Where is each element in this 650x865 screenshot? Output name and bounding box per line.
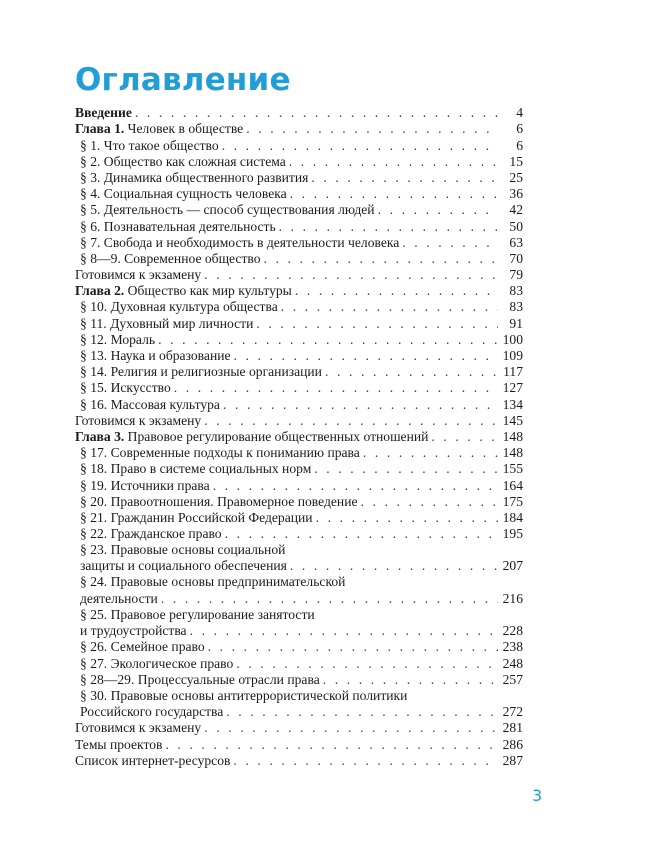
leader-dots [226, 704, 498, 719]
toc-entry[interactable] [75, 671, 523, 687]
leader-dots [256, 316, 498, 331]
toc-entry[interactable] [75, 217, 523, 233]
leader-dots [290, 186, 498, 201]
toc-page-number: 257 [502, 671, 523, 687]
toc-page-number: 50 [509, 218, 523, 234]
toc-entry[interactable] [75, 525, 523, 541]
toc-entry-title: § 7. Свобода и необходимость в деятельности человека [80, 234, 400, 250]
toc-entry-title: § 8—9. Современное общество [80, 250, 261, 266]
toc-entry[interactable] [75, 153, 523, 169]
toc-entry[interactable] [75, 509, 523, 525]
toc-entry-bold: Глава 1. [75, 121, 125, 137]
toc-page-number: 148 [502, 428, 523, 444]
toc-entry[interactable] [75, 573, 523, 605]
toc-entry-title: § 20. Правоотношения. Правомерное поведение [80, 493, 358, 509]
toc-page-number: 287 [502, 752, 523, 768]
toc-entry-title: § 6. Познавательная деятельность [80, 218, 276, 234]
page-title: Оглавление [75, 62, 291, 98]
toc-entry[interactable] [75, 363, 523, 379]
toc-entry[interactable] [75, 185, 523, 201]
toc-entry[interactable] [75, 266, 523, 282]
toc-page-number: 6 [516, 121, 523, 137]
leader-dots [290, 558, 498, 573]
toc-page-number: 36 [509, 186, 523, 202]
toc-entry[interactable] [75, 136, 523, 152]
toc-page-number: 184 [502, 509, 523, 525]
toc-page-number: 42 [509, 202, 523, 218]
toc-page-number: 155 [502, 461, 523, 477]
toc-entry[interactable] [75, 201, 523, 217]
toc-page-number: 207 [502, 558, 523, 574]
leader-dots [222, 138, 498, 153]
toc-page-number: 238 [502, 639, 523, 655]
toc-entry[interactable] [75, 476, 523, 492]
leader-dots [431, 429, 498, 444]
leader-dots [225, 526, 498, 541]
toc-entry[interactable] [75, 234, 523, 250]
page-number: 3 [532, 786, 543, 805]
toc-page-number: 127 [502, 380, 523, 396]
toc-entry[interactable] [75, 719, 523, 735]
toc-entry-title: § 4. Социальная сущность человека [80, 186, 287, 202]
leader-dots [378, 202, 498, 217]
toc-page-number: 4 [516, 105, 523, 121]
leader-dots [361, 494, 499, 509]
toc-entry-title: § 22. Гражданское право [80, 526, 222, 542]
toc-page-number: 195 [502, 526, 523, 542]
leader-dots [279, 219, 498, 234]
toc-page-number: 70 [509, 250, 523, 266]
toc-page-number: 6 [516, 137, 523, 153]
toc-entry-title: § 26. Семейное право [80, 639, 205, 655]
toc-page-number: 148 [502, 445, 523, 461]
toc-entry[interactable] [75, 541, 523, 573]
toc-entry-bold: Глава 3. [75, 428, 125, 444]
leader-dots [158, 332, 498, 347]
toc-entry[interactable] [75, 654, 523, 670]
toc-page-number: 272 [502, 704, 523, 720]
toc-page-number: 15 [509, 153, 523, 169]
toc-entry-title: Человек в обществе [124, 121, 244, 137]
leader-dots [295, 283, 498, 298]
leader-dots [208, 639, 498, 654]
toc-page-number: 164 [502, 477, 523, 493]
toc-page-number: 175 [502, 493, 523, 509]
toc-entry[interactable] [75, 169, 523, 185]
toc-page-number: 134 [502, 396, 523, 412]
toc-entry[interactable] [75, 250, 523, 266]
toc-entry-bold: Введение [75, 105, 132, 121]
leader-dots [325, 364, 498, 379]
toc-page-number: 91 [509, 315, 523, 331]
toc-entry[interactable] [75, 752, 523, 768]
toc-entry[interactable] [75, 638, 523, 654]
toc-entry-title: § 12. Мораль [80, 331, 156, 347]
leader-dots [223, 397, 498, 412]
toc-entry[interactable] [75, 120, 523, 136]
toc-entry-title: § 18. Право в системе социальных норм [80, 461, 312, 477]
toc-entry-title: § 3. Динамика общественного развития [80, 169, 309, 185]
toc-entry[interactable] [75, 444, 523, 460]
leader-dots [190, 623, 498, 638]
leader-dots [402, 235, 498, 250]
toc-entry-bold: Глава 2. [75, 283, 125, 299]
toc-entry-title: § 27. Экологическое право [80, 655, 234, 671]
toc-page-number: 216 [502, 590, 523, 606]
toc-entry[interactable] [75, 298, 523, 314]
leader-dots [264, 251, 498, 266]
toc-entry-title-line1: § 24. Правовые основы предпринимательской [80, 574, 346, 590]
toc-entry[interactable] [75, 412, 523, 428]
toc-entry-title-line1: § 30. Правовые основы антитеррористической политики [80, 687, 408, 703]
toc-page-number: 117 [503, 364, 523, 380]
toc-entry-title: Готовимся к экзамену [75, 267, 202, 283]
leader-dots [316, 510, 498, 525]
leader-dots [246, 121, 498, 136]
toc-entry-title: Готовимся к экзамену [75, 720, 202, 736]
toc-entry-title-line1: § 23. Правовые основы социальной [80, 542, 286, 558]
toc-entry[interactable] [75, 428, 523, 444]
toc-entry[interactable] [75, 347, 523, 363]
leader-dots [281, 299, 498, 314]
toc-entry-title: § 11. Духовный мир личности [80, 315, 254, 331]
leader-dots [135, 105, 498, 120]
toc-page-number: 145 [502, 412, 523, 428]
toc-page-number: 63 [509, 234, 523, 250]
toc-entry[interactable] [75, 104, 523, 120]
toc-entry-title: § 5. Деятельность — способ существования людей [80, 202, 375, 218]
leader-dots [161, 591, 498, 606]
toc-entry[interactable] [75, 606, 523, 638]
leader-dots [165, 737, 498, 752]
toc-entry-title: Темы проектов [75, 736, 163, 752]
toc-entry-title: § 13. Наука и образование [80, 348, 231, 363]
toc-entry-title: § 1. Что такое общество [80, 137, 219, 153]
leader-dots [204, 413, 498, 428]
toc-entry[interactable] [75, 460, 523, 476]
toc-page-number: 248 [502, 655, 523, 671]
toc-entry-title: и трудоустройства [80, 623, 187, 639]
leader-dots [213, 478, 498, 493]
toc-entry[interactable] [75, 314, 523, 330]
toc-entry-title-line1: § 25. Правовое регулирование занятости [80, 606, 315, 622]
toc-entry-title: § 28—29. Процессуальные отрасли права [80, 671, 320, 687]
leader-dots [363, 445, 498, 460]
leader-dots [234, 348, 498, 363]
toc-entry[interactable] [75, 687, 523, 719]
leader-dots [289, 154, 498, 169]
toc-entry[interactable] [75, 379, 523, 395]
table-of-contents [75, 104, 523, 768]
leader-dots [233, 753, 498, 768]
toc-entry-title: защиты и социального обеспечения [80, 558, 287, 574]
leader-dots [314, 461, 498, 476]
toc-entry[interactable] [75, 735, 523, 751]
leader-dots [174, 380, 498, 395]
toc-entry[interactable] [75, 282, 523, 298]
toc-page-number: 79 [509, 267, 523, 283]
toc-entry-title: § 14. Религия и религиозные организации [80, 364, 322, 380]
toc-entry-title: § 17. Современные подходы к пониманию права [80, 445, 360, 461]
toc-entry-title: деятельности [80, 590, 158, 606]
toc-page-number: 281 [502, 720, 523, 736]
toc-entry-title: § 10. Духовная культура общества [80, 299, 278, 315]
toc-entry[interactable] [75, 493, 523, 509]
leader-dots [236, 656, 498, 671]
toc-page-number: 109 [502, 348, 523, 363]
toc-page-number: 25 [509, 169, 523, 185]
leader-dots [323, 672, 498, 687]
toc-entry[interactable] [75, 331, 523, 347]
toc-page-number: 286 [502, 736, 523, 752]
leader-dots [311, 170, 498, 185]
toc-page-number: 100 [502, 331, 523, 347]
toc-entry-title: Список интернет-ресурсов [75, 752, 231, 768]
toc-entry-title: § 2. Общество как сложная система [80, 153, 286, 169]
toc-entry-title: Готовимся к экзамену [75, 412, 202, 428]
toc-entry-title: Общество как мир культуры [124, 283, 292, 299]
toc-entry-title: § 19. Источники права [80, 477, 210, 493]
toc-entry-title: Правовое регулирование общественных отношений [124, 428, 429, 444]
toc-page-number: 228 [502, 623, 523, 639]
toc-entry-title: Российского государства [80, 704, 224, 720]
toc-entry-title: § 16. Массовая культура [80, 396, 220, 412]
toc-page-number: 83 [509, 283, 523, 299]
toc-entry-title: § 15. Искусство [80, 380, 171, 396]
leader-dots [204, 267, 498, 282]
toc-entry[interactable] [75, 395, 523, 411]
leader-dots [204, 720, 498, 735]
toc-entry-title: § 21. Гражданин Российской Федерации [80, 509, 313, 525]
toc-page-number: 83 [509, 299, 523, 315]
